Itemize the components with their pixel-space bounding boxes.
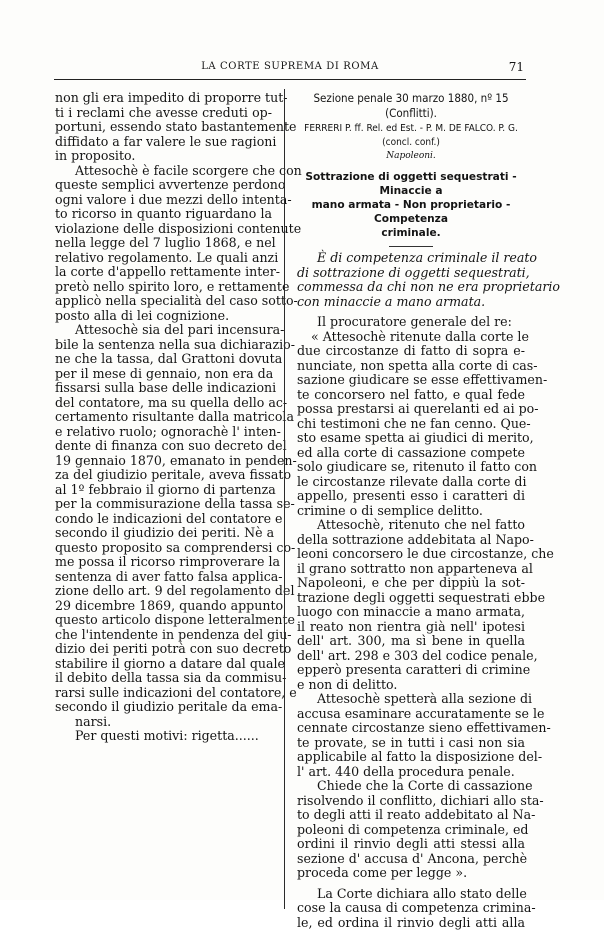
text-line: fissarsi sulla base delle indicazioni <box>55 381 272 396</box>
text-line: to degli atti il reato addebitato al Na- <box>297 808 525 823</box>
text-line: e relativo ruolo; ognorachè l' inten- <box>55 425 272 440</box>
text-line: con minaccie a mano armata. <box>297 295 525 310</box>
text-line: il grano sottratto non apparteneva al <box>297 562 525 577</box>
text-line: il debito della tassa sia da commisu- <box>55 671 272 686</box>
text-line: queste semplici avvertenze perdono <box>55 178 272 193</box>
text-line: Chiede che la Corte di cassazione <box>297 779 525 794</box>
text-line: violazione delle disposizioni contenute <box>55 222 272 237</box>
case-maxim <box>297 251 525 309</box>
text-line: leoni concorsero le due circostanze, che <box>297 547 525 562</box>
text-line: dell' art. 298 e 303 del codice penale, <box>297 649 525 664</box>
text-line: Attesochè spetterà alla sezione di <box>297 692 525 707</box>
text-line: certamento risultante dalla matricola <box>55 410 272 425</box>
text-line: pretò nello spirito loro, e rettamente <box>55 280 272 295</box>
text-line: questo proposito sa comprendersi co- <box>55 541 272 556</box>
text-line: le circostanze rilevate dalla corte di <box>297 475 525 490</box>
case-closing <box>297 887 525 930</box>
text-line: commessa da chi non ne era proprietario <box>297 280 525 295</box>
text-line: zione dello art. 9 del regolamento del <box>55 584 272 599</box>
text-line: condo le indicazioni del contatore e <box>55 512 272 527</box>
text-line: posto alla di lei cognizione. <box>55 309 272 324</box>
text-line: ogni valore i due mezzi dello intenta- <box>55 193 272 208</box>
text-line: per la commisurazione della tassa se- <box>55 497 272 512</box>
running-title: LA CORTE SUPREMA DI ROMA <box>54 61 526 72</box>
text-line: Napoleoni, e che per dippiù la sot- <box>297 576 525 591</box>
text-line: per il mese di gennaio, non era da <box>55 367 272 382</box>
text-line: poleoni di competenza criminale, ed <box>297 823 525 838</box>
text-line: cennate circostanze sieno effettivamen- <box>297 721 525 736</box>
text-line: dente di finanza con suo decreto del <box>55 439 272 454</box>
text-line: nunciate, non spetta alla corte di cas- <box>297 359 525 374</box>
text-line: al 1º febbraio il giorno di partenza <box>55 483 272 498</box>
text-line: stabilire il giorno a datare dal quale <box>55 657 272 672</box>
text-line: ne che la tassa, dal Grattoni dovuta <box>55 352 272 367</box>
text-line: me possa il ricorso rimproverare la <box>55 555 272 570</box>
case-subject <box>297 170 525 240</box>
text-line: diffidato a far valere le sue ragioni <box>55 135 272 150</box>
text-line: l' art. 440 della procedura penale. <box>297 765 525 780</box>
subject-divider <box>389 246 433 247</box>
text-line: questo articolo dispone letteralmente <box>55 613 272 628</box>
text-line: Attesochè, ritenuto che nel fatto <box>297 518 525 533</box>
column-divider <box>284 89 285 909</box>
case-section-date: Sezione penale 30 marzo 1880, nº 15 (Conflitti). <box>297 91 525 121</box>
text-line: non gli era impedito di proporre tut- <box>55 91 272 106</box>
text-line: in proposito. <box>55 149 272 164</box>
text-line: te concorsero nel fatto, e qual fede <box>297 388 525 403</box>
text-line: 29 dicembre 1869, quando appunto <box>55 599 272 614</box>
text-line: Per questi motivi: rigetta...... <box>55 729 272 744</box>
text-line: possa prestarsi ai querelanti ed ai po- <box>297 402 525 417</box>
text-line: trazione degli oggetti sequestrati ebbe <box>297 591 525 606</box>
text-line: luogo con minaccie a mano armata, <box>297 605 525 620</box>
text-line: e non di delitto. <box>297 678 525 693</box>
text-line: Il procuratore generale del re: <box>297 315 525 330</box>
text-line: appello, presenti esso i caratteri di <box>297 489 525 504</box>
text-line: del contatore, ma su quella dello ac- <box>55 396 272 411</box>
text-line: Attesochè sia del pari incensura- <box>55 323 272 338</box>
text-line: di sottrazione di oggetti sequestrati, <box>297 266 525 281</box>
case-party: Napoleoni. <box>297 150 525 163</box>
text-line: nella legge del 7 luglio 1868, e nel <box>55 236 272 251</box>
case-conclusions: (concl. conf.) <box>297 136 525 150</box>
text-line: sazione giudicare se esse effettivamen- <box>297 373 525 388</box>
subject-line: mano armata - Non proprietario - Competenza <box>297 198 525 226</box>
text-line: narsi. <box>55 715 272 730</box>
text-line: dizio dei periti potrà con suo decreto <box>55 642 272 657</box>
text-line: rarsi sulle indicazioni del contatore, e <box>55 686 272 701</box>
text-line: Attesochè è facile scorgere che con <box>55 164 272 179</box>
text-line: 19 gennaio 1870, emanato in penden- <box>55 454 272 469</box>
text-line: ti i reclami che avesse creduti op- <box>55 106 272 121</box>
text-line: proceda come per legge ». <box>297 866 525 881</box>
text-line: due circostanze di fatto di sopra e- <box>297 344 525 359</box>
text-line: secondo il giudizio dei periti. Nè a <box>55 526 272 541</box>
text-line: crimine o di semplice delitto. <box>297 504 525 519</box>
text-line: della sottrazione addebitata al Napo- <box>297 533 525 548</box>
page-number: 71 <box>509 60 524 74</box>
case-judges: FERRERI P. ff. Rel. ed Est. - P. M. DE FALCO. P. G. <box>297 121 525 136</box>
text-line: relativo regolamento. Le quali anzi <box>55 251 272 266</box>
text-line: risolvendo il conflitto, dichiari allo sta- <box>297 794 525 809</box>
text-line: che l'intendente in pendenza del giu- <box>55 628 272 643</box>
left-column <box>55 91 272 744</box>
text-line: dell' art. 300, ma sì bene in quella <box>297 634 525 649</box>
text-line: La Corte dichiara allo stato delle <box>297 887 525 902</box>
running-header <box>54 61 526 80</box>
text-line: applicabile al fatto la disposizione del- <box>297 750 525 765</box>
text-line: za del giudizio peritale, aveva fissato <box>55 468 272 483</box>
text-line: accusa esaminare accuratamente se le <box>297 707 525 722</box>
text-line: « Attesochè ritenute dalla corte le <box>297 330 525 345</box>
subject-line: criminale. <box>297 226 525 240</box>
text-line: sezione d' accusa d' Ancona, perchè <box>297 852 525 867</box>
text-line: la corte d'appello rettamente inter- <box>55 265 272 280</box>
case-body <box>297 315 525 881</box>
text-line: ed alla corte di cassazione compete <box>297 446 525 461</box>
text-line: to ricorso in quanto riguardano la <box>55 207 272 222</box>
text-line: È di competenza criminale il reato <box>297 251 525 266</box>
text-line: il reato non rientra già nell' ipotesi <box>297 620 525 635</box>
text-line: le, ed ordina il rinvio degli atti alla <box>297 916 525 930</box>
text-line: cose la causa di competenza crimina- <box>297 901 525 916</box>
case-header <box>297 91 525 163</box>
text-line: ordini il rinvio degli atti stessi alla <box>297 837 525 852</box>
text-line: bile la sentenza nella sua dichiarazio- <box>55 338 272 353</box>
right-column <box>297 91 525 930</box>
text-line: portuni, essendo stato bastantemente <box>55 120 272 135</box>
text-line: te provate, se in tutti i casi non sia <box>297 736 525 751</box>
text-line: sto esame spetta ai giudici di merito, <box>297 431 525 446</box>
text-line: applicò nella specialità del caso sotto- <box>55 294 272 309</box>
text-line: epperò presenta caratteri di crimine <box>297 663 525 678</box>
text-line: chi testimoni che ne fan cenno. Que- <box>297 417 525 432</box>
text-line: secondo il giudizio peritale da ema- <box>55 700 272 715</box>
subject-line: Sottrazione di oggetti sequestrati - Minaccie a <box>297 170 525 198</box>
text-line: sentenza di aver fatto falsa applica- <box>55 570 272 585</box>
text-line: solo giudicare se, ritenuto il fatto con <box>297 460 525 475</box>
